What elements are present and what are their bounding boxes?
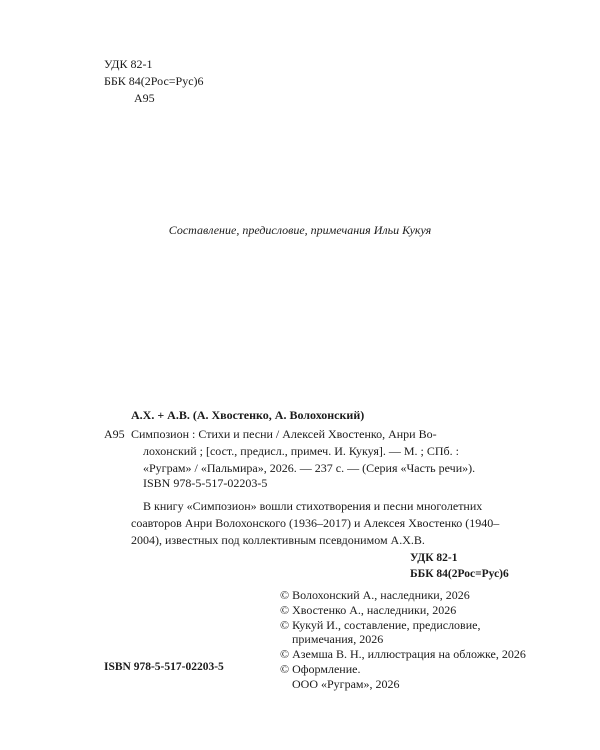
copyright-line-continued: примечания, 2026	[292, 632, 384, 647]
udk-code: УДК 82-1	[104, 57, 153, 71]
copyright-line: © Аземша В. Н., иллюстрация на обложке, 2026	[280, 647, 526, 662]
author-mark: А95	[134, 91, 155, 105]
bibliographic-description	[131, 426, 516, 477]
catalog-class-codes	[410, 550, 509, 582]
catalog-heading: А.Х. + А.В. (А. Хвостенко, А. Волохонский)	[131, 408, 365, 422]
description-line-1: Симпозион : Стихи и песни / Алексей Хвостенко, Анри Во-	[131, 427, 437, 441]
copyright-line-continued: ООО «Руграм», 2026	[292, 676, 400, 691]
credits-line: Составление, предисловие, примечания Ильи Кукуя	[168, 223, 432, 237]
description-line-3: «Руграм» / «Пальмира», 2026. — 237 с. — (Серия «Часть речи»).	[143, 461, 476, 475]
footer-isbn: ISBN 978-5-517-02203-5	[104, 661, 224, 673]
annotation: В книгу «Симпозион» вошли стихотворения и песни многолетних соавторов Анри Волохонского (1936–2017) и Алексея Хвостенко (1940–2004), известных под коллективным псевдонимом А.Х.В.	[131, 499, 500, 547]
catalog-author-mark: А95	[104, 427, 125, 441]
classification-block	[104, 56, 204, 107]
copyright-line: © Хвостенко А., наследники, 2026	[280, 602, 457, 617]
copyright-line: © Волохонский А., наследники, 2026	[280, 588, 470, 602]
copyright-block	[280, 588, 540, 692]
bbk-code: ББК 84(2Рос=Рус)6	[104, 74, 204, 88]
description-line-2: лохонский ; [сост., предисл., примеч. И. Кукуя]. — М. ; СПб. :	[143, 444, 459, 458]
catalog-udk: УДК 82-1	[410, 552, 458, 564]
copyright-line: © Оформление.	[280, 661, 361, 676]
catalog-isbn: ISBN 978-5-517-02203-5	[143, 476, 268, 490]
copyright-line: © Кукуй И., составление, предисловие,	[280, 617, 481, 632]
catalog-bbk: ББК 84(2Рос=Рус)6	[410, 568, 509, 580]
